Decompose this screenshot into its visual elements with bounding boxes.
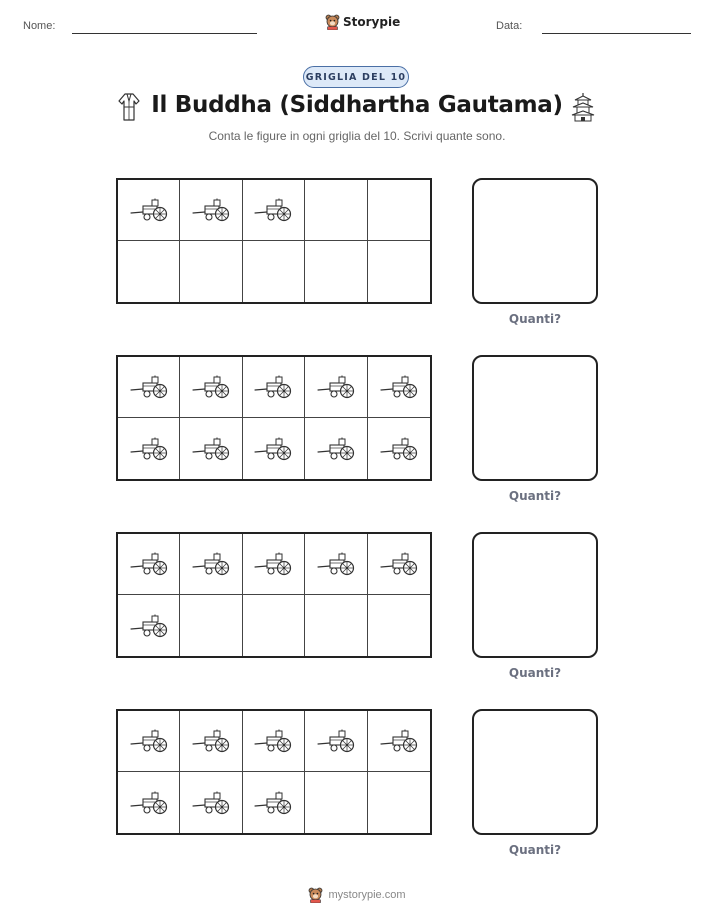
cart-icon [317,437,355,461]
name-label: Nome: [23,20,56,32]
cart-icon [380,437,418,461]
ten-frame-cell [180,180,242,241]
name-line[interactable] [72,33,257,34]
ten-frame-cell [180,772,242,833]
cart-icon [192,729,230,753]
ten-frame-cell [243,595,305,656]
pagoda-icon [571,92,595,122]
brand-logo [325,14,400,30]
footer-site: mystorypie.com [328,889,406,901]
cart-icon [130,375,168,399]
ten-frame-cell [368,772,430,833]
ten-frame-cell [305,772,367,833]
ten-frame-cell [243,357,305,418]
ten-frame-cell [118,595,180,656]
cart-icon [192,437,230,461]
answer-box[interactable] [472,178,598,304]
cart-icon [192,552,230,576]
answer-box[interactable] [472,355,598,481]
ten-frame-cell [243,180,305,241]
cart-icon [317,375,355,399]
cart-icon [130,729,168,753]
cart-icon [130,614,168,638]
footer [0,887,714,903]
instructions: Conta le figure in ogni griglia del 10. Scrivi quante sono. [208,129,506,143]
answer-label: Quanti? [508,666,562,680]
answer-label: Quanti? [508,843,562,857]
ten-frame-cell [118,180,180,241]
ten-frame-cell [180,595,242,656]
cart-icon [130,198,168,222]
cart-icon [254,375,292,399]
ten-frame-cell [118,772,180,833]
ten-frame-cell [243,534,305,595]
cart-icon [130,437,168,461]
answer-box[interactable] [472,532,598,658]
cart-icon [254,437,292,461]
ten-frame-cell [180,711,242,772]
ten-frame-cell [180,357,242,418]
ten-frame-cell [118,241,180,302]
worksheet-type-badge: GRIGLIA DEL 10 [303,66,409,88]
ten-frame-cell [368,180,430,241]
ten-frame [116,709,432,835]
ten-frame-cell [368,357,430,418]
ten-frame-cell [180,418,242,479]
bear-mascot-icon [325,14,340,30]
ten-frame [116,355,432,481]
cart-icon [130,552,168,576]
ten-frame-cell [368,711,430,772]
bear-mascot-icon [308,887,323,903]
cart-icon [380,375,418,399]
ten-frame-cell [180,241,242,302]
cart-icon [380,729,418,753]
ten-frame-cell [368,595,430,656]
cart-icon [254,729,292,753]
ten-frame-cell [243,711,305,772]
ten-frame-cell [368,418,430,479]
ten-frame-cell [368,534,430,595]
ten-frame-cell [118,534,180,595]
ten-frame-cell [180,534,242,595]
answer-label: Quanti? [508,489,562,503]
cart-icon [130,791,168,815]
ten-frame-cell [243,418,305,479]
ten-frame-cell [118,418,180,479]
cart-icon [380,552,418,576]
ten-frame-cell [305,180,367,241]
page-title: Il Buddha (Siddhartha Gautama) [151,92,563,118]
cart-icon [254,198,292,222]
ten-frame [116,178,432,304]
ten-frame-cell [118,357,180,418]
answer-label: Quanti? [508,312,562,326]
brand-name: Storypie [343,15,401,29]
ten-frame-cell [243,772,305,833]
cart-icon [317,729,355,753]
ten-frame-cell [118,711,180,772]
cart-icon [317,552,355,576]
ten-frame-cell [243,241,305,302]
date-line[interactable] [542,33,691,34]
date-label: Data: [496,20,523,32]
answer-box[interactable] [472,709,598,835]
cart-icon [192,198,230,222]
cart-icon [192,375,230,399]
ten-frame-cell [305,534,367,595]
ten-frame [116,532,432,658]
ten-frame-cell [305,418,367,479]
ten-frame-cell [368,241,430,302]
cart-icon [254,552,292,576]
ten-frame-cell [305,357,367,418]
ten-frame-cell [305,241,367,302]
cart-icon [192,791,230,815]
ten-frame-cell [305,711,367,772]
ten-frame-cell [305,595,367,656]
cart-icon [254,791,292,815]
